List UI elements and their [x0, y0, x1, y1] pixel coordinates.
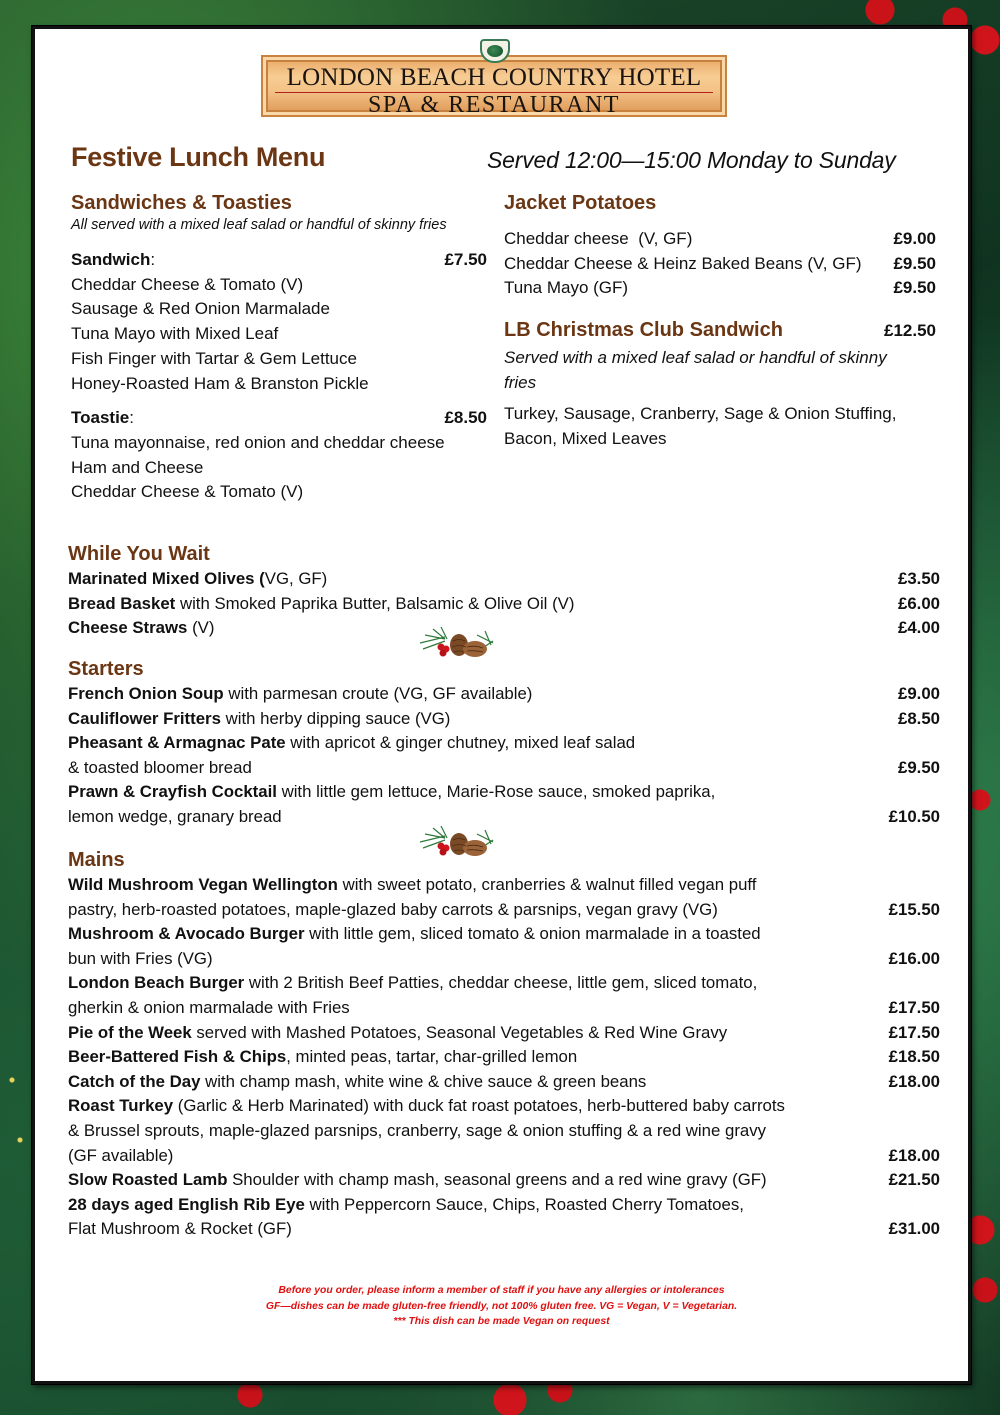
list-item: Tuna mayonnaise, red onion and cheddar cheese — [71, 432, 445, 452]
toastie-header-row — [71, 406, 487, 431]
toastie-group — [71, 406, 487, 505]
club-fill-line: Bacon, Mixed Leaves — [504, 428, 667, 448]
list-item: Fish Finger with Tartar & Gem Lettuce — [71, 348, 357, 368]
item-desc — [68, 592, 574, 617]
item-name: Marinated Mixed Olives ( — [68, 569, 265, 588]
item-name: Cauliflower Fritters — [68, 708, 221, 728]
item-detail: bun with Fries (VG) — [68, 948, 213, 968]
item-desc — [68, 780, 940, 805]
item-price: £18.00 — [888, 1145, 940, 1165]
allergy-notice — [35, 1283, 968, 1330]
item-name: Wild Mushroom Vegan Wellington — [68, 875, 338, 894]
serving-hours: Served 12:00—15:00 Monday to Sunday — [487, 147, 896, 173]
item-price: £9.50 — [893, 278, 936, 298]
sandwiches-heading: Sandwiches & Toasties — [71, 192, 292, 214]
item-detail: with little gem lettuce, Marie-Rose sauce, smoked paprika, — [276, 782, 716, 802]
menu-item-row — [68, 567, 940, 592]
item-detail: with Peppercorn Sauce, Chips, Roasted Cherry Tomatoes, — [304, 1194, 744, 1214]
item-desc — [68, 922, 940, 947]
item-desc — [68, 1045, 577, 1070]
list-item: Sausage & Red Onion Marmalade — [71, 299, 330, 319]
item-price: £9.00 — [898, 684, 940, 703]
item-price: £15.50 — [888, 899, 940, 919]
starters-heading: Starters — [68, 658, 144, 680]
while-you-wait-heading: While You Wait — [68, 543, 210, 565]
menu-item-row — [68, 1021, 940, 1046]
sandwich-group — [71, 248, 487, 396]
menu-item-row — [68, 1045, 940, 1070]
sandwich-price: £7.50 — [444, 250, 487, 269]
menu-title: Festive Lunch Menu — [71, 142, 326, 172]
item-desc — [68, 1168, 767, 1193]
item-desc — [68, 731, 940, 756]
item-detail: (GF available) — [68, 1145, 174, 1165]
item-third-line — [68, 1144, 940, 1169]
menu-item-row — [68, 780, 940, 829]
item-price: £18.00 — [888, 1071, 940, 1091]
jacket-section — [504, 192, 936, 451]
list-item: Cheddar Cheese & Tomato (V) — [71, 482, 304, 502]
item-name: Beer-Battered Fish & Chips — [68, 1047, 287, 1067]
list-item: Ham and Cheese — [71, 457, 204, 477]
item-detail: gherkin & onion marmalade with Fries — [68, 997, 350, 1017]
sandwiches-section — [71, 192, 487, 505]
menu-panel — [32, 26, 971, 1384]
item-desc — [68, 1193, 940, 1218]
item-name: Roast Turkey — [68, 1096, 174, 1116]
menu-item-row — [68, 971, 940, 1020]
club-price: £12.50 — [884, 321, 936, 341]
item-name: London Beach Burger — [68, 973, 245, 993]
menu-item-row — [68, 922, 940, 971]
menu-item-row — [68, 1070, 940, 1095]
mains-section — [68, 847, 940, 1242]
item-name: Tuna Mayo (GF) — [504, 278, 629, 298]
sandwich-header-row — [71, 248, 487, 273]
item-desc — [68, 567, 327, 592]
club-fill-line: Turkey, Sausage, Cranberry, Sage & Onion Stuffing, — [504, 403, 897, 423]
mains-heading: Mains — [68, 849, 125, 871]
starters-list — [68, 682, 940, 830]
item-name: Cheese Straws — [68, 618, 188, 638]
item-price: £17.50 — [888, 997, 940, 1017]
toastie-price: £8.50 — [444, 408, 487, 428]
menu-item-row — [68, 1193, 940, 1242]
item-name: French Onion Soup — [68, 684, 224, 703]
item-price: £10.50 — [888, 806, 940, 826]
toastie-label: Toastie — [71, 408, 130, 428]
item-price: £3.50 — [898, 569, 940, 588]
menu-item-row — [68, 1168, 940, 1193]
item-name: Bread Basket — [68, 593, 176, 613]
item-desc — [68, 707, 450, 732]
menu-item-row — [68, 873, 940, 922]
item-detail: with apricot & ginger chutney, mixed leaf salad — [285, 733, 636, 753]
item-detail: with sweet potato, cranberries & walnut filled vegan puff — [337, 875, 757, 894]
item-name: Pie of the Week — [68, 1022, 192, 1042]
item-detail: , minted peas, tartar, char-grilled lemon — [286, 1047, 578, 1067]
list-item: Tuna Mayo with Mixed Leaf — [71, 324, 279, 344]
item-price: £21.50 — [888, 1170, 940, 1190]
item-name: Catch of the Day — [68, 1071, 201, 1091]
gf-definition-line: GF—dishes can be made gluten-free friendly, not 100% gluten free. VG = Vegan, V = Vegetarian. — [265, 1300, 738, 1312]
sandwich-label: Sandwich — [71, 250, 151, 269]
item-name: 28 days aged English Rib Eye — [68, 1194, 305, 1214]
club-heading: LB Christmas Club Sandwich — [504, 319, 783, 342]
item-second-line: & Brussel sprouts, maple-glazed parsnips, cranberry, sage & onion stuffing & a red wine gravy — [68, 1120, 767, 1140]
logo-hotel-name: LONDON BEACH COUNTRY HOTEL — [275, 65, 713, 93]
item-detail: with Smoked Paprika Butter, Balsamic & Olive Oil (V) — [175, 593, 575, 613]
item-price: £4.00 — [898, 618, 940, 638]
item-price: £9.50 — [898, 757, 940, 777]
while-you-wait-list — [68, 567, 940, 641]
item-price: £9.00 — [893, 229, 936, 248]
item-price: £18.50 — [888, 1047, 940, 1067]
jacket-list — [504, 227, 936, 301]
club-header-row — [504, 319, 936, 344]
menu-item-row — [504, 276, 936, 301]
item-price: £17.50 — [888, 1022, 940, 1042]
item-price: £8.50 — [898, 708, 940, 728]
item-detail: with champ mash, white wine & chive sauce & green beans — [200, 1071, 647, 1091]
item-detail: with herby dipping sauce (VG) — [220, 708, 451, 728]
item-detail: pastry, herb-roasted potatoes, maple-glazed baby carrots & parsnips, vegan gravy (VG) — [68, 899, 718, 919]
item-second-line — [68, 805, 940, 830]
item-desc — [68, 873, 940, 898]
item-detail: lemon wedge, granary bread — [68, 806, 282, 826]
item-detail: with parmesan croute (VG, GF available) — [223, 684, 533, 703]
item-desc — [68, 682, 532, 707]
starters-section — [68, 656, 940, 830]
menu-item-row — [68, 707, 940, 732]
toastie-label-wrap — [71, 406, 134, 431]
sandwich-colon: : — [150, 250, 156, 269]
item-name: Pheasant & Armagnac Pate — [68, 733, 286, 753]
club-note-line: Served with a mixed leaf salad or handful of skinny — [504, 347, 887, 367]
item-name: Cheddar cheese (V, GF) — [504, 229, 693, 248]
item-price: £6.00 — [898, 593, 940, 613]
item-detail: VG, GF) — [264, 569, 328, 588]
item-second-line — [68, 898, 940, 923]
menu-item-row — [68, 1094, 940, 1168]
mains-list — [68, 873, 940, 1242]
item-price: £16.00 — [888, 948, 940, 968]
sandwich-label-wrap — [71, 248, 155, 273]
jacket-heading: Jacket Potatoes — [504, 192, 657, 214]
item-desc — [68, 1070, 646, 1095]
item-detail: served with Mashed Potatoes, Seasonal Vegetables & Red Wine Gravy — [191, 1022, 728, 1042]
allergy-line: Before you order, please inform a member of staff if you have any allergies or intolerances — [278, 1285, 725, 1296]
menu-item-row — [68, 682, 940, 707]
item-detail: Shoulder with champ mash, seasonal greens and a red wine gravy (GF) — [227, 1170, 767, 1190]
vegan-request-line: *** This dish can be made Vegan on request — [393, 1316, 610, 1327]
while-you-wait-section — [68, 541, 940, 641]
item-desc — [68, 616, 214, 641]
item-name: Mushroom & Avocado Burger — [68, 924, 305, 944]
item-detail: (V) — [187, 618, 215, 638]
club-sandwich-section — [504, 319, 936, 451]
item-name: Cheddar Cheese & Heinz Baked Beans (V, GF) — [504, 253, 862, 273]
item-second-line — [68, 947, 940, 972]
menu-item-row — [68, 592, 940, 617]
item-name: Prawn & Crayfish Cocktail — [68, 782, 277, 802]
item-detail: (Garlic & Herb Marinated) with duck fat roast potatoes, herb-buttered baby carrots — [173, 1096, 785, 1116]
toastie-colon: : — [129, 408, 134, 428]
item-name: Slow Roasted Lamb — [68, 1170, 228, 1190]
menu-item-row — [68, 616, 940, 641]
item-detail: & toasted bloomer bread — [68, 757, 252, 777]
item-desc — [68, 971, 940, 996]
sandwiches-note: All served with a mixed leaf salad or handful of skinny fries — [71, 217, 447, 233]
club-note — [504, 345, 936, 395]
item-detail: with little gem, sliced tomato & onion marmalade in a toasted — [304, 924, 761, 944]
item-desc — [68, 1094, 940, 1119]
item-second-line — [68, 996, 940, 1021]
hotel-logo — [261, 39, 727, 119]
list-item: Honey-Roasted Ham & Branston Pickle — [71, 373, 369, 393]
item-desc — [68, 1021, 727, 1046]
item-price: £31.00 — [888, 1219, 940, 1239]
item-second-line — [68, 1217, 940, 1242]
logo-plate — [261, 55, 727, 117]
item-detail: with 2 British Beef Patties, cheddar cheese, little gem, sliced tomato, — [244, 973, 758, 993]
club-note-line: fries — [504, 372, 537, 392]
club-fillings — [504, 402, 936, 451]
list-item: Cheddar Cheese & Tomato (V) — [71, 274, 304, 294]
menu-item-row — [504, 227, 936, 252]
item-second-line — [68, 756, 940, 781]
menu-item-row — [504, 252, 936, 277]
item-price: £9.50 — [893, 253, 936, 273]
item-detail: Flat Mushroom & Rocket (GF) — [68, 1219, 292, 1239]
logo-subtitle: SPA & RESTAURANT — [368, 92, 620, 118]
menu-item-row — [68, 731, 940, 780]
